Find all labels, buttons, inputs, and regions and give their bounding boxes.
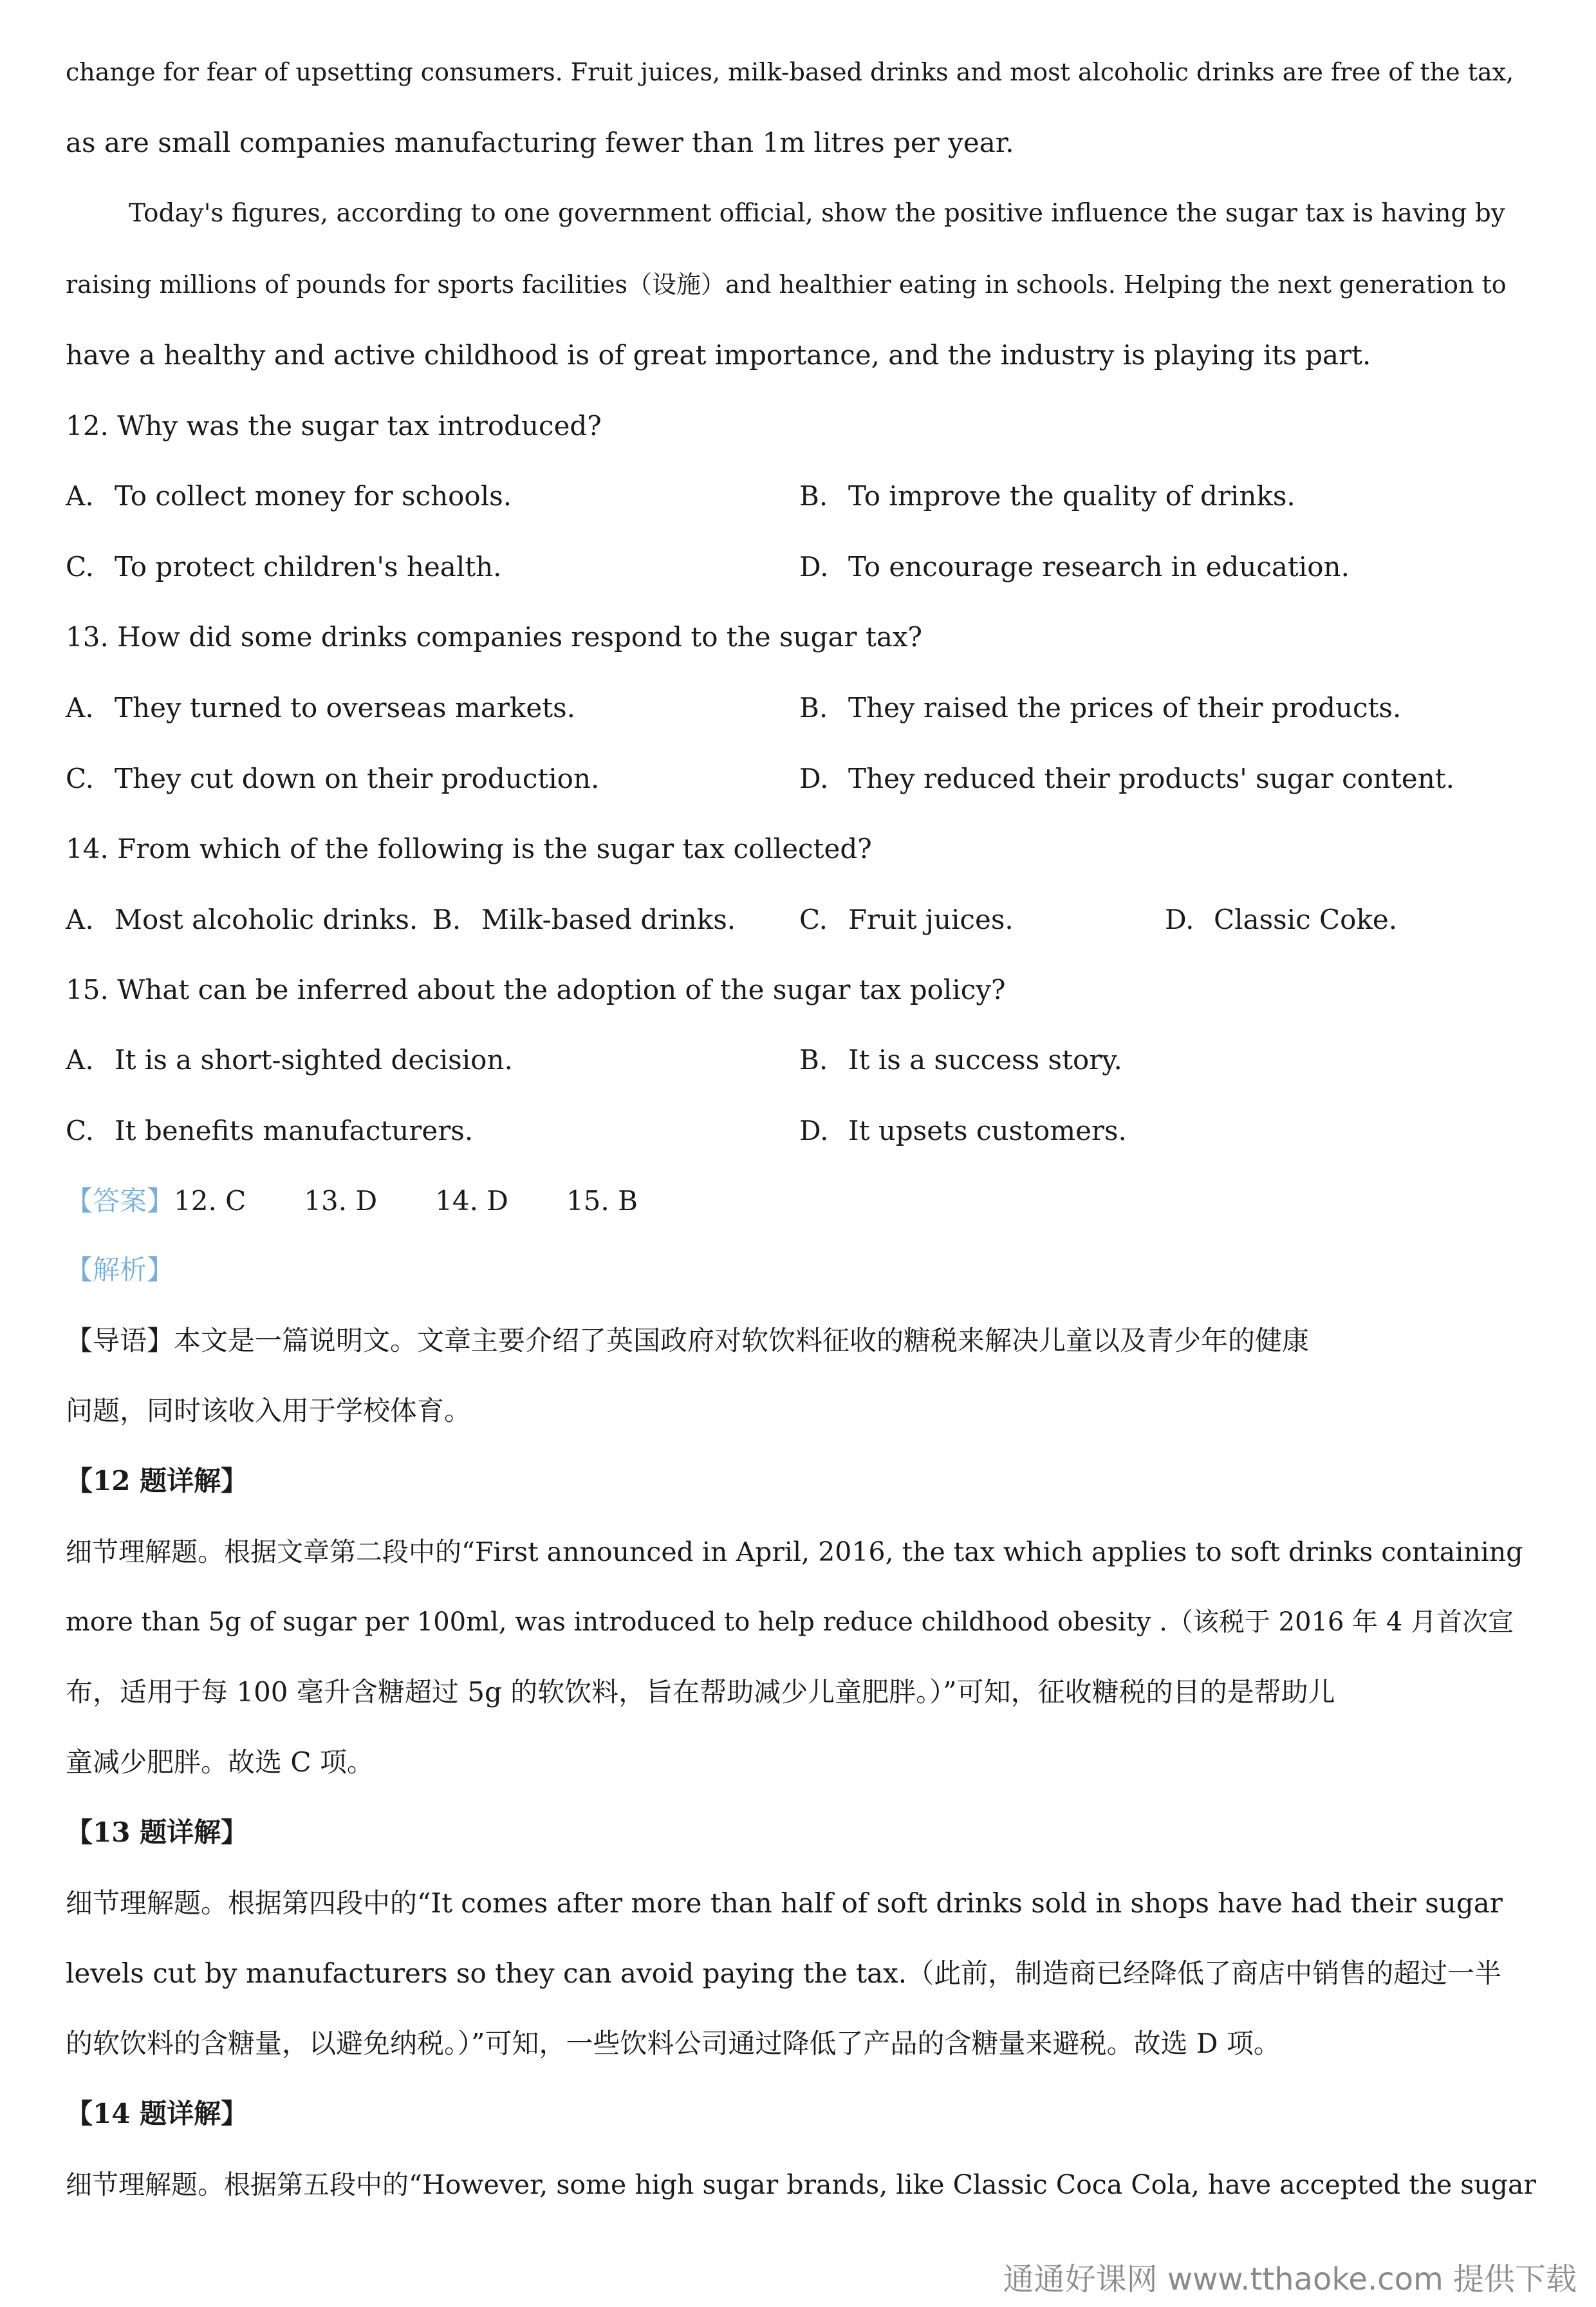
option-a: A. To collect money for schools.: [66, 480, 512, 512]
passage-line: have a healthy and active childhood is of great importance, and the industry is playing its part.: [66, 339, 1371, 371]
option-b: B. To improve the quality of drinks.: [799, 480, 1295, 512]
option-b: B. Milk-based drinks.: [432, 904, 736, 935]
option-c: C. They cut down on their production.: [66, 763, 600, 794]
question-stem: 12. Why was the sugar tax introduced?: [66, 410, 602, 442]
section-heading: 【14 题详解】: [66, 2098, 248, 2129]
passage-line: raising millions of pounds for sports facilities（设施）and healthier eating in schools. Helping the next generation to: [66, 270, 1507, 299]
analysis-line: levels cut by manufacturers so they can avoid paying the tax.（此前，制造商已经降低了商店中销售的超过一半: [66, 1957, 1502, 1989]
option-a: A. Most alcoholic drinks.: [66, 904, 418, 935]
answer-key: [66, 1182, 1539, 1220]
passage-line: change for fear of upsetting consumers. Fruit juices, milk-based drinks and most alcoholic drinks are free of the tax,: [66, 58, 1514, 86]
footer-watermark: 通通好课网 www.tthaoke.com 提供下载: [1003, 2261, 1577, 2297]
analysis-line: 童减少肥胖。故选 C 项。: [66, 1746, 374, 1778]
passage-line: as are small companies manufacturing fewer than 1m litres per year.: [66, 127, 1014, 158]
answer-item: 14. D: [435, 1185, 508, 1217]
answer-item: 13. D: [304, 1185, 378, 1217]
option-a: A. They turned to overseas markets.: [66, 692, 575, 724]
question-stem: 13. How did some drinks companies respond to the sugar tax?: [66, 621, 923, 653]
answer-item: 15. B: [566, 1185, 638, 1217]
option-d: D. Classic Coke.: [1165, 904, 1398, 935]
section-heading: 【13 题详解】: [66, 1817, 248, 1848]
passage-line: Today's figures, according to one government official, show the positive influence the sugar tax is having by: [129, 199, 1505, 228]
analysis-line: 问题，同时该收入用于学校体育。: [66, 1395, 472, 1426]
option-c: C. Fruit juices.: [799, 904, 1014, 935]
option-c: C. To protect children's health.: [66, 551, 502, 583]
option-a: A. It is a short-sighted decision.: [66, 1044, 513, 1076]
answer-tag: 【答案】: [66, 1185, 174, 1217]
answer-item: 12. C: [174, 1185, 246, 1217]
option-d: D. To encourage research in education.: [799, 551, 1350, 583]
analysis-line: 细节理解题。根据文章第二段中的“First announced in April, 2016, the tax which applies to soft drinks containing: [66, 1536, 1523, 1567]
analysis-line: 的软饮料的含糖量，以避免纳税。）”可知，一些饮料公司通过降低了产品的含糖量来避税。故选 D 项。: [66, 2028, 1281, 2059]
question-stem: 14. From which of the following is the sugar tax collected?: [66, 833, 872, 864]
analysis-line: 布，适用于每 100 毫升含糖超过 5g 的软饮料，旨在帮助减少儿童肥胖。）”可知，征收糖税的目的是帮助儿: [66, 1676, 1335, 1708]
question-stem: 15. What can be inferred about the adoption of the sugar tax policy?: [66, 974, 1006, 1005]
analysis-line: 【导语】本文是一篇说明文。文章主要介绍了英国政府对软饮料征收的糖税来解决儿童以及青少年的健康: [66, 1325, 1310, 1356]
option-c: C. It benefits manufacturers.: [66, 1115, 474, 1146]
analysis-line: more than 5g of sugar per 100ml, was introduced to help reduce childhood obesity .（该税于 2016 年 4 月首次宣: [66, 1607, 1514, 1637]
analysis-tag: 【解析】: [66, 1254, 174, 1285]
option-d: D. They reduced their products' sugar content.: [799, 763, 1454, 794]
option-b: B. It is a success story.: [799, 1044, 1122, 1076]
analysis-line: 细节理解题。根据第五段中的“However, some high sugar brands, like Classic Coca Cola, have accepted the sugar: [66, 2169, 1537, 2200]
option-b: B. They raised the prices of their products.: [799, 692, 1402, 724]
analysis-line: 细节理解题。根据第四段中的“It comes after more than half of soft drinks sold in shops have had their sugar: [66, 1887, 1503, 1919]
section-heading: 【12 题详解】: [66, 1465, 248, 1497]
option-d: D. It upsets customers.: [799, 1115, 1127, 1146]
